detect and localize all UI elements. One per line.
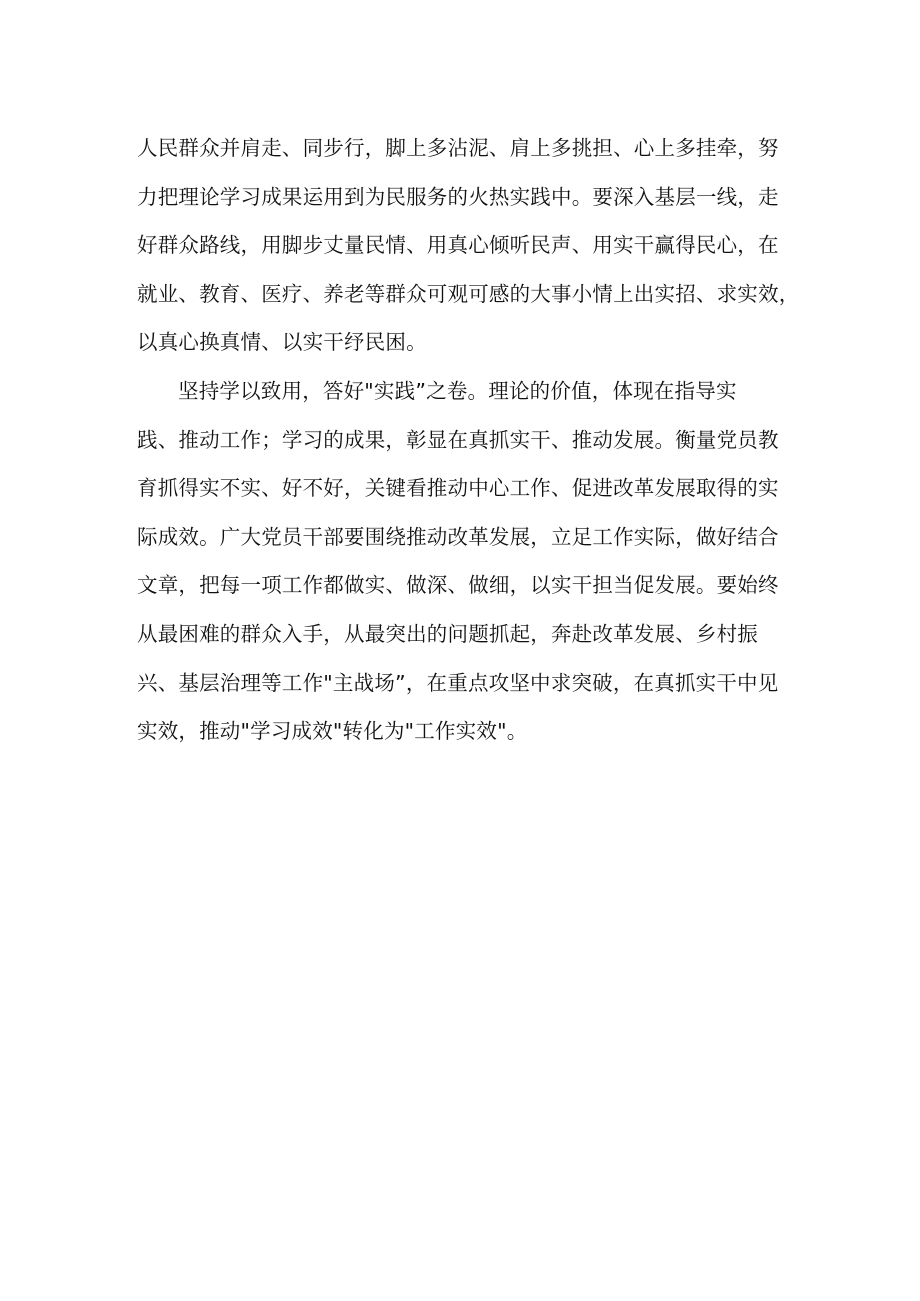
text-line: 就业、教育、医疗、养老等群众可观可感的大事小情上出实招、求实效， <box>137 281 800 306</box>
text-line: 从最困难的群众入手，从最突出的问题抓起，奔赴改革发展、乡村振 <box>137 621 758 646</box>
body-text <box>137 124 800 756</box>
text-line: 实效，推动"学习成效"转化为"工作实效"。 <box>137 719 528 744</box>
text-line: 人民群众并肩走、同步行，脚上多沾泥、肩上多挑担、心上多挂牵，努 <box>137 136 779 160</box>
text-line: 际成效。广大党员干部要围绕推动改革发展，立足工作实际，做好结合 <box>137 524 779 549</box>
text-line: 力把理论学习成果运用到为民服务的火热实践中。要深入基层一线，走 <box>137 184 779 209</box>
text-line: 育抓得实不实、好不好，关键看推动中心工作、促进改革发展取得的实 <box>137 476 779 501</box>
text-line: 以真心换真情、以实干纾民困。 <box>137 330 427 355</box>
text-line: 兴、基层治理等工作"主战场”，在重点攻坚中求突破，在真抓实干中见 <box>137 670 779 695</box>
text-line: 文章，把每一项工作都做实、做深、做细，以实干担当促发展。要始终 <box>137 573 779 598</box>
text-line: 践、推动工作；学习的成果，彰显在真抓实干、推动发展。衡量党员教 <box>137 427 779 452</box>
text-line: 好群众路线，用脚步丈量民情、用真心倾听民声、用实干赢得民心，在 <box>137 233 779 258</box>
paragraph-first-line: 坚持学以致用，答好"实践”之卷。理论的价值，体现在指导实 <box>178 378 737 403</box>
